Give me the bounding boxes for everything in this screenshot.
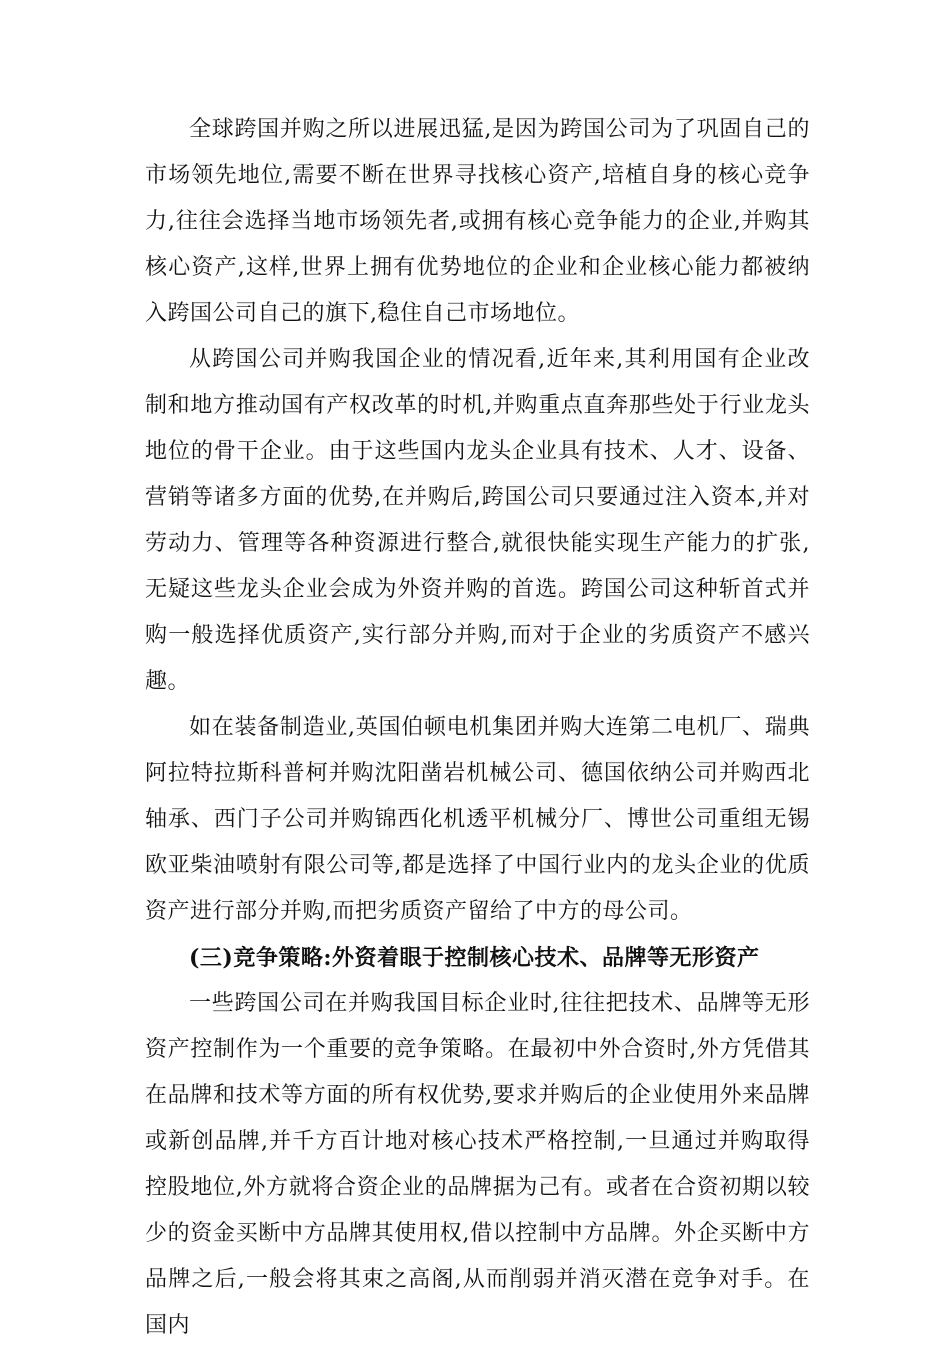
paragraph-intangible-assets: 一些跨国公司在并购我国目标企业时,往往把技术、品牌等无形资产控制作为一个重要的竞争策略。在最初中外合资时,外方凭借其在品牌和技术等方面的所有权优势,要求并购后的企业使用外来品牌或新创品牌,并千方百计地对核心技术严格控制,一旦通过并购取得控股地位,外方就将合资企业的品牌据为己有。或者在合资初期以较少的资金买断中方品牌其使用权,借以控制中方品牌。外企买断中方品牌之后,一般会将其束之高阁,从而削弱并消灭潜在竞争对手。在国内 [145,991,810,1338]
paragraph-equipment-examples: 如在装备制造业,英国伯顿电机集团并购大连第二电机厂、瑞典阿拉特拉斯科普柯并购沈阳凿岩机械公司、德国依纳公司并购西北轴承、西门子公司并购锦西化机透平机械分厂、博世公司重组无锡欧亚柴油喷射有限公司等,都是选择了中国行业内的龙头企业的优质资产进行部分并购,而把劣质资产留给了中方的母公司。 [145,715,810,924]
section-heading: (三)竞争策略:外资着眼于控制核心技术、品牌等无形资产 [189,945,760,971]
paragraph-china-mergers: 从跨国公司并购我国企业的情况看,近年来,其利用国有企业改制和地方推动国有产权改革的时机,并购重点直奔那些处于行业龙头地位的骨干企业。由于这些国内龙头企业具有技术、人才、设备、营销等诸多方面的优势,在并购后,跨国公司只要通过注入资本,并对劳动力、管理等各种资源进行整合,就很快能实现生产能力的扩张,无疑这些龙头企业会成为外资并购的首选。跨国公司这种斩首式并购一般选择优质资产,实行部分并购,而对于企业的劣质资产不感兴趣。 [145,347,810,694]
paragraph-global-mergers: 全球跨国并购之所以进展迅猛,是因为跨国公司为了巩固自己的市场领先地位,需要不断在世界寻找核心资产,培植自身的核心竞争力,往往会选择当地市场领先者,或拥有核心竞争能力的企业,并购其核心资产,这样,世界上拥有优势地位的企业和企业核心能力都被纳入跨国公司自己的旗下,稳住自己市场地位。 [145,117,810,326]
document-page [145,107,810,1349]
